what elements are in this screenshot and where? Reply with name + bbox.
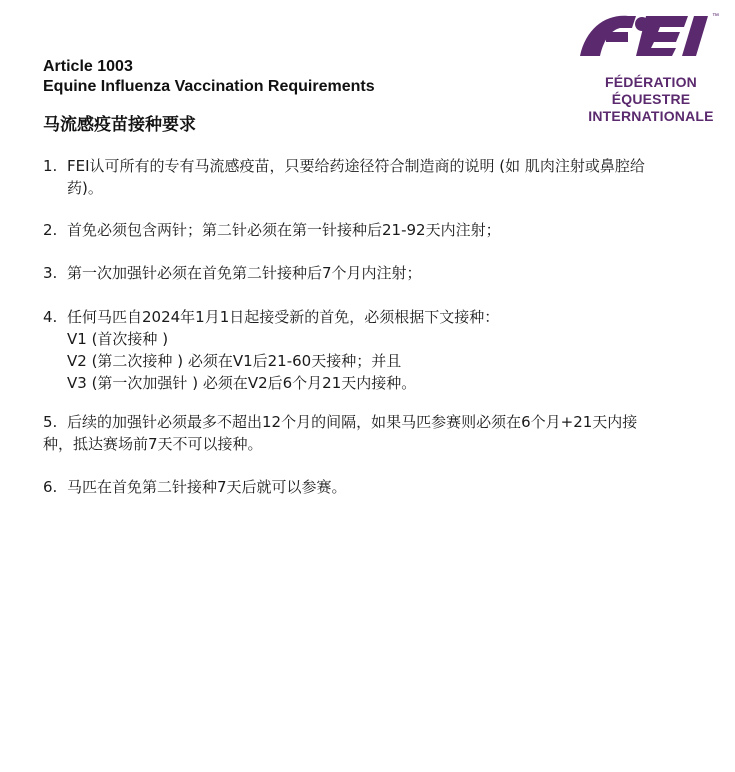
item-number: 5. — [43, 413, 58, 431]
list-item — [43, 411, 683, 455]
list-item — [43, 476, 683, 498]
item-number: 6. — [43, 478, 58, 496]
item-text: 马匹在首免第二针接种7天后就可以参赛。 — [67, 478, 347, 496]
item-text-continued: 种，抵达赛场前7天不可以接种。 — [43, 435, 263, 453]
list-item — [43, 306, 683, 394]
logo-line-3: INTERNATIONALE — [588, 108, 714, 124]
item-number: 1. — [43, 157, 58, 175]
chinese-title: 马流感疫苗接种要求 — [43, 115, 196, 135]
item-number: 3. — [43, 264, 58, 282]
item-text: 首免必须包含两针；第二针必须在第一针接种后21-92天内注射； — [67, 221, 501, 239]
article-number: Article 1003 — [43, 58, 133, 75]
fei-logo — [576, 8, 726, 123]
item-text: FEI认可所有的专有马流感疫苗，只要给药途径符合制造商的说明 (如 肌肉注射或鼻腔给 — [67, 157, 645, 175]
sub-item-v2: V2 (第二次接种 ) 必须在V1后21-60天接种；并且 — [67, 352, 402, 370]
fei-logo-wordmark — [576, 74, 726, 125]
item-number: 2. — [43, 221, 58, 239]
logo-line-2: ÉQUESTRE — [611, 91, 691, 107]
list-item — [43, 219, 683, 241]
fei-logo-mark — [576, 8, 726, 64]
item-text: 后续的加强针必须最多不超出12个月的间隔，如果马匹参赛则必须在6个月+21天内接 — [67, 413, 638, 431]
list-item — [43, 262, 683, 284]
article-title: Equine Influenza Vaccination Requirements — [43, 78, 375, 95]
item-text-continued: 药)。 — [67, 179, 103, 197]
article-header — [43, 57, 375, 97]
sub-item-v3: V3 (第一次加强针 ) 必须在V2后6个月21天内接种。 — [67, 374, 417, 392]
trademark-symbol: ™ — [712, 13, 719, 20]
item-number: 4. — [43, 308, 58, 326]
sub-item-v1: V1 (首次接种 ) — [67, 330, 169, 348]
item-text: 任何马匹自2024年1月1日起接受新的首免，必须根据下文接种： — [67, 308, 500, 326]
item-text: 第一次加强针必须在首免第二针接种后7个月内注射； — [67, 264, 422, 282]
list-item — [43, 155, 683, 199]
logo-line-1: FÉDÉRATION — [605, 74, 697, 90]
